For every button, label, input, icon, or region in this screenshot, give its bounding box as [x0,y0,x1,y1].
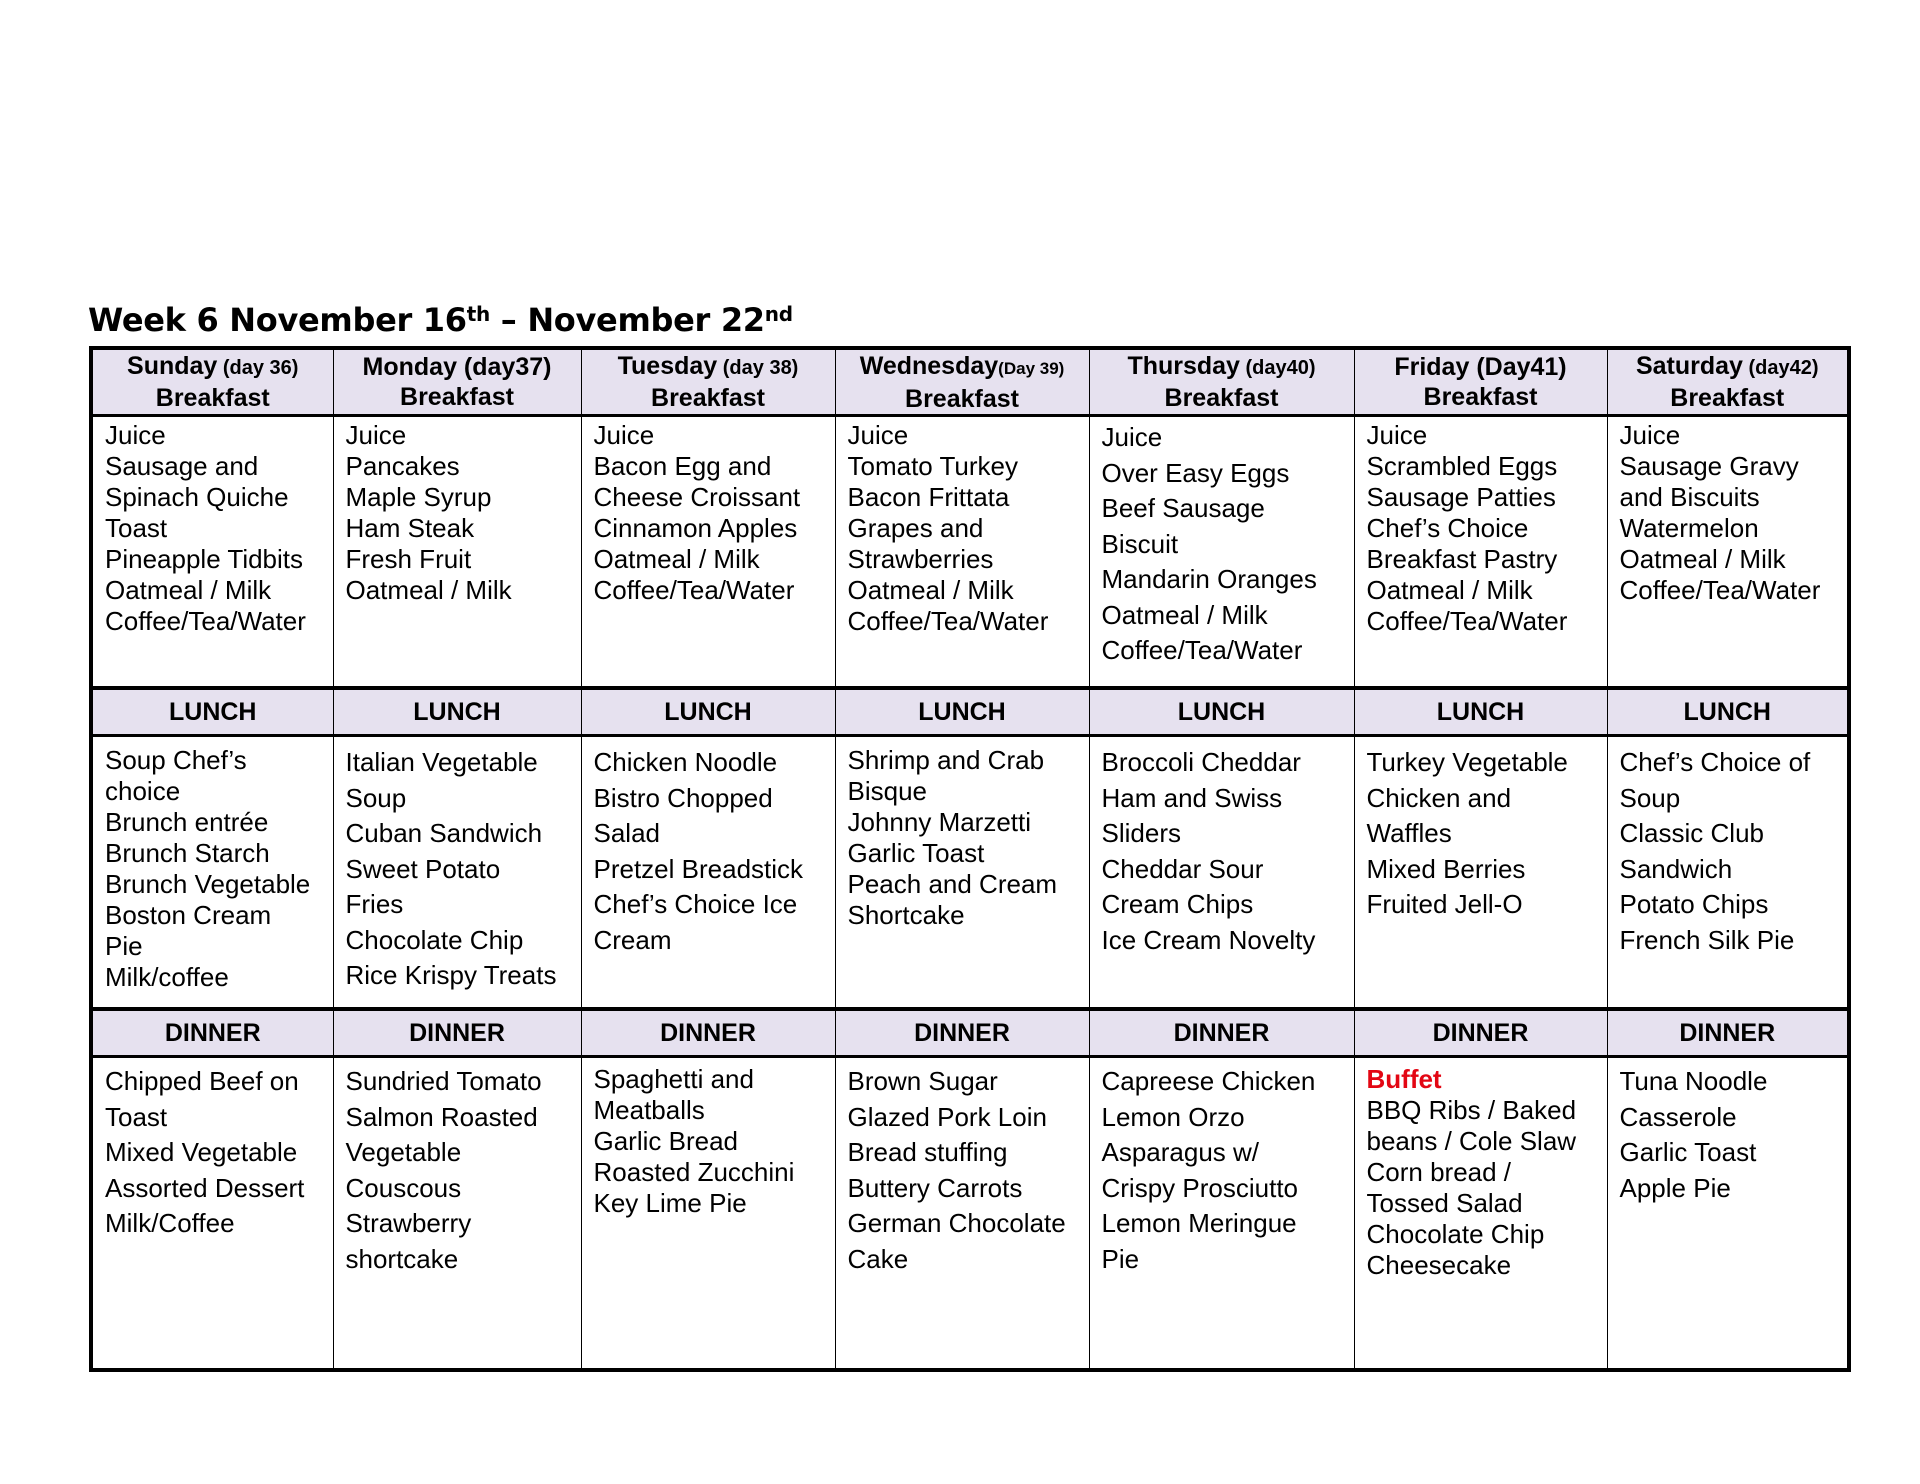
menu-item: Tomato Turkey [847,451,1019,481]
menu-item: Spaghetti and [593,1064,754,1094]
menu-item: Fresh Fruit [345,544,472,574]
menu-item: Coffee/Tea/Water [593,575,795,605]
menu-item: Chicken and [1366,782,1512,813]
menu-item: Chef’s Choice Ice [593,889,798,919]
menu-item: Sliders [1101,818,1181,848]
menu-item: Sundried Tomato [345,1066,542,1096]
menu-item: Asparagus w/ [1101,1137,1260,1167]
menu-item: Boston Cream [105,900,272,930]
page-title: Week 6 November 16th – November 22nd [88,301,793,339]
dinner-label: DINNER [333,1009,581,1057]
menu-item: French Silk Pie [1619,924,1795,955]
menu-item: Oatmeal / Milk [1101,599,1268,630]
day-header-wednesday: Wednesday(Day 39) Breakfast [835,348,1089,416]
lunch-cell-wednesday [835,736,1089,1010]
dinner-label: DINNER [1089,1009,1354,1057]
menu-item: Lemon Meringue [1101,1208,1297,1238]
menu-item: Vegetable [345,1137,462,1167]
menu-item: Chef’s Choice of [1619,747,1811,777]
dinner-cell-monday [333,1057,581,1371]
menu-item: Strawberries [847,544,994,574]
menu-item: Bacon Frittata [847,482,1010,512]
menu-item: BBQ Ribs / Baked [1366,1095,1577,1125]
day-header-thursday: Thursday (day40) Breakfast [1089,348,1354,416]
menu-item: Chipped Beef on [105,1066,299,1096]
menu-item: Toast [105,1101,168,1132]
menu-item: Scrambled Eggs [1366,451,1558,481]
lunch-cell-tuesday [581,736,835,1010]
menu-item: Tossed Salad [1366,1188,1523,1218]
menu-item: Pancakes [345,451,460,481]
menu-item: Milk/coffee [105,962,229,992]
menu-item: Spinach Quiche [105,482,289,512]
menu-item: Ice Cream Novelty [1101,924,1316,955]
menu-item: Bistro Chopped [593,782,773,813]
menu-item: Tuna Noodle [1619,1066,1768,1096]
dinner-cell-saturday [1607,1057,1849,1371]
menu-item: Cheesecake [1366,1250,1512,1280]
menu-item: Coffee/Tea/Water [847,606,1049,636]
menu-item: Assorted Dessert [105,1172,305,1203]
lunch-header-row [91,688,1849,736]
lunch-cell-monday [333,736,581,1010]
menu-item: German Chocolate [847,1208,1066,1238]
menu-item: Brunch Starch [105,838,270,868]
menu-item: Sweet Potato [345,853,501,884]
menu-item: Apple Pie [1619,1172,1731,1203]
menu-item: Strawberry [345,1208,472,1238]
menu-item: Oatmeal / Milk [1619,544,1786,574]
lunch-label: LUNCH [91,688,333,736]
menu-item: Rice Krispy Treats [345,960,557,990]
menu-item: Chocolate Chip [345,924,524,955]
menu-item: Salad [593,818,660,848]
day-header-sunday: Sunday (day 36) Breakfast [91,348,333,416]
breakfast-cell-saturday [1607,416,1849,689]
menu-item: Breakfast Pastry [1366,544,1558,574]
menu-item: Key Lime Pie [593,1188,747,1218]
menu-item: Cheddar Sour [1101,853,1264,884]
buffet-label: Buffet [1366,1064,1442,1094]
menu-item: Casserole [1619,1101,1737,1132]
menu-item: Garlic Toast [1619,1137,1757,1167]
breakfast-cell-wednesday [835,416,1089,689]
dinner-cell-thursday [1089,1057,1354,1371]
menu-item: Watermelon [1619,513,1759,543]
menu-item: Cake [847,1243,909,1274]
menu-item: Juice [345,420,407,450]
lunch-label: LUNCH [1607,688,1849,736]
menu-item: Brunch Vegetable [105,869,311,899]
menu-item: Oatmeal / Milk [345,575,512,605]
dinner-label: DINNER [91,1009,333,1057]
menu-item: Roasted Zucchini [593,1157,795,1187]
dinner-label: DINNER [581,1009,835,1057]
lunch-cell-sunday [91,736,333,1010]
menu-item: and Biscuits [1619,482,1760,512]
menu-item: Coffee/Tea/Water [1619,575,1821,605]
lunch-row [91,736,1849,1010]
menu-item: Salmon Roasted [345,1101,538,1132]
menu-item: Mixed Vegetable [105,1137,298,1167]
breakfast-cell-monday [333,416,581,689]
menu-item: Oatmeal / Milk [593,544,760,574]
menu-item: Juice [105,420,166,450]
menu-item: Coffee/Tea/Water [1366,606,1568,636]
menu-item: Capreese Chicken [1101,1066,1316,1096]
menu-item: Shrimp and Crab [847,745,1045,775]
menu-item: beans / Cole Slaw [1366,1126,1577,1156]
menu-item: Lemon Orzo [1101,1101,1245,1132]
dinner-cell-friday [1354,1057,1607,1371]
menu-item: Ham and Swiss [1101,782,1283,813]
menu-item: Classic Club [1619,818,1764,848]
menu-item: Chocolate Chip [1366,1219,1545,1249]
menu-item: Italian Vegetable [345,747,538,777]
menu-item: Johnny Marzetti [847,807,1032,837]
menu-item: Pie [1101,1243,1140,1274]
day-header-monday: Monday (day37) Breakfast [333,348,581,416]
menu-item: Pie [105,931,143,961]
menu-item: Brown Sugar [847,1066,998,1096]
menu-item: Grapes and [847,513,984,543]
menu-item: Sandwich [1619,853,1733,884]
weekly-menu-table [89,346,1851,1372]
menu-item: Sausage Patties [1366,482,1556,512]
menu-item: Oatmeal / Milk [105,575,272,605]
day-header-tuesday: Tuesday (day 38) Breakfast [581,348,835,416]
menu-item: Waffles [1366,818,1452,848]
menu-item: Milk/Coffee [105,1208,235,1238]
menu-item: Glazed Pork Loin [847,1101,1047,1132]
menu-item: Meatballs [593,1095,705,1125]
menu-item: Chef’s Choice [1366,513,1529,543]
menu-item: Cream Chips [1101,889,1254,919]
lunch-cell-thursday [1089,736,1354,1010]
menu-item: Soup [1619,782,1681,813]
menu-item: Brunch entrée [105,807,269,837]
dinner-cell-sunday [91,1057,333,1371]
dinner-label: DINNER [835,1009,1089,1057]
menu-item: Ham Steak [345,513,475,543]
breakfast-cell-friday [1354,416,1607,689]
menu-item: Juice [847,420,909,450]
menu-item: Buttery Carrots [847,1172,1023,1203]
dinner-cell-wednesday [835,1057,1089,1371]
menu-item: Juice [1101,422,1163,452]
menu-item: Crispy Prosciutto [1101,1172,1298,1203]
menu-item: choice [105,776,181,806]
menu-item: Soup [345,782,407,813]
menu-item: Shortcake [847,900,965,930]
lunch-label: LUNCH [835,688,1089,736]
menu-item: Fruited Jell-O [1366,889,1523,919]
menu-item: Broccoli Cheddar [1101,747,1301,777]
breakfast-header-row [91,348,1849,416]
menu-item: Over Easy Eggs [1101,457,1290,488]
dinner-label: DINNER [1607,1009,1849,1057]
menu-item: Toast [105,513,168,543]
menu-item: shortcake [345,1243,459,1274]
lunch-label: LUNCH [581,688,835,736]
menu-item: Juice [593,420,655,450]
lunch-label: LUNCH [1354,688,1607,736]
day-header-saturday: Saturday (day42) Breakfast [1607,348,1849,416]
lunch-label: LUNCH [1089,688,1354,736]
menu-item: Cinnamon Apples [593,513,798,543]
menu-item: Garlic Toast [847,838,985,868]
menu-item: Oatmeal / Milk [847,575,1014,605]
menu-item: Peach and Cream [847,869,1058,899]
menu-item: Coffee/Tea/Water [1101,635,1303,665]
breakfast-cell-tuesday [581,416,835,689]
dinner-header-row [91,1009,1849,1057]
menu-item: Pineapple Tidbits [105,544,304,574]
menu-item: Bread stuffing [847,1137,1008,1167]
menu-item: Mandarin Oranges [1101,564,1317,594]
menu-item: Mixed Berries [1366,853,1526,884]
menu-item: Oatmeal / Milk [1366,575,1533,605]
dinner-cell-tuesday [581,1057,835,1371]
menu-item: Biscuit [1101,528,1179,559]
menu-item: Beef Sausage [1101,493,1265,523]
menu-item: Garlic Bread [593,1126,738,1156]
menu-item: Turkey Vegetable [1366,747,1568,777]
menu-item: Cream [593,924,672,955]
menu-item: Fries [345,889,404,919]
menu-item: Corn bread / [1366,1157,1512,1187]
lunch-label: LUNCH [333,688,581,736]
breakfast-cell-thursday [1089,416,1354,689]
breakfast-cell-sunday [91,416,333,689]
menu-item: Coffee/Tea/Water [105,606,306,636]
menu-item: Maple Syrup [345,482,492,512]
menu-item: Soup Chef’s [105,745,247,775]
lunch-cell-friday [1354,736,1607,1010]
dinner-row [91,1057,1849,1371]
menu-item: Bacon Egg and [593,451,772,481]
breakfast-row [91,416,1849,689]
menu-item: Cuban Sandwich [345,818,543,848]
lunch-cell-saturday [1607,736,1849,1010]
menu-item: Sausage Gravy [1619,451,1799,481]
menu-item: Bisque [847,776,927,806]
menu-item: Couscous [345,1172,462,1203]
menu-item: Cheese Croissant [593,482,801,512]
menu-item: Chicken Noodle [593,747,778,777]
menu-item: Pretzel Breadstick [593,853,804,884]
menu-item: Sausage and [105,451,259,481]
menu-item: Juice [1619,420,1681,450]
dinner-label: DINNER [1354,1009,1607,1057]
menu-item: Juice [1366,420,1428,450]
day-header-friday: Friday (Day41) Breakfast [1354,348,1607,416]
menu-item: Potato Chips [1619,889,1769,919]
